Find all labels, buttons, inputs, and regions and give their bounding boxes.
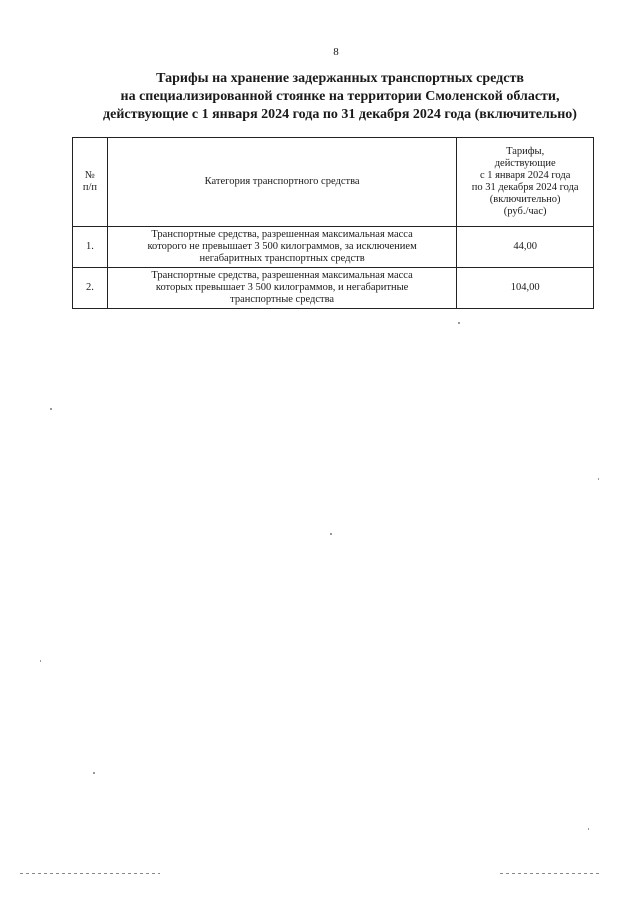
scan-speck — [330, 533, 332, 535]
scan-speck — [598, 478, 599, 480]
row-category: Транспортные средства, разрешенная максимальная масса которых превышает 3 500 килограммов, и негабаритные транспортные средства — [107, 268, 456, 309]
title-line-1: Тарифы на хранение задержанных транспортных средств — [156, 71, 524, 86]
document-title — [80, 70, 600, 124]
title-line-2: на специализированной стоянке на территории Смоленской области, — [120, 89, 560, 104]
table-row — [73, 227, 594, 268]
table-row — [73, 268, 594, 309]
scan-speck — [40, 660, 41, 662]
scan-line — [20, 873, 160, 874]
row-tariff: 44,00 — [457, 227, 594, 268]
row-category: Транспортные средства, разрешенная максимальная масса которого не превышает 3 500 килограммов, за исключением негабаритных транспортных средств — [107, 227, 456, 268]
page-number: 8 — [333, 46, 339, 58]
header-tariff: Тарифы, действующие с 1 января 2024 года по 31 декабря 2024 года (включительно) (руб./час) — [457, 138, 594, 227]
scan-speck — [588, 828, 589, 830]
row-tariff: 104,00 — [457, 268, 594, 309]
scan-speck — [93, 772, 95, 774]
header-number: № п/п — [73, 138, 108, 227]
scan-line — [500, 873, 600, 874]
row-number: 1. — [73, 227, 108, 268]
scan-speck — [458, 322, 460, 324]
row-number: 2. — [73, 268, 108, 309]
table-header-row — [73, 138, 594, 227]
tariffs-table — [72, 137, 594, 309]
header-category: Категория транспортного средства — [107, 138, 456, 227]
title-line-3: действующие с 1 января 2024 года по 31 декабря 2024 года (включительно) — [103, 107, 577, 122]
scan-speck — [50, 408, 52, 410]
